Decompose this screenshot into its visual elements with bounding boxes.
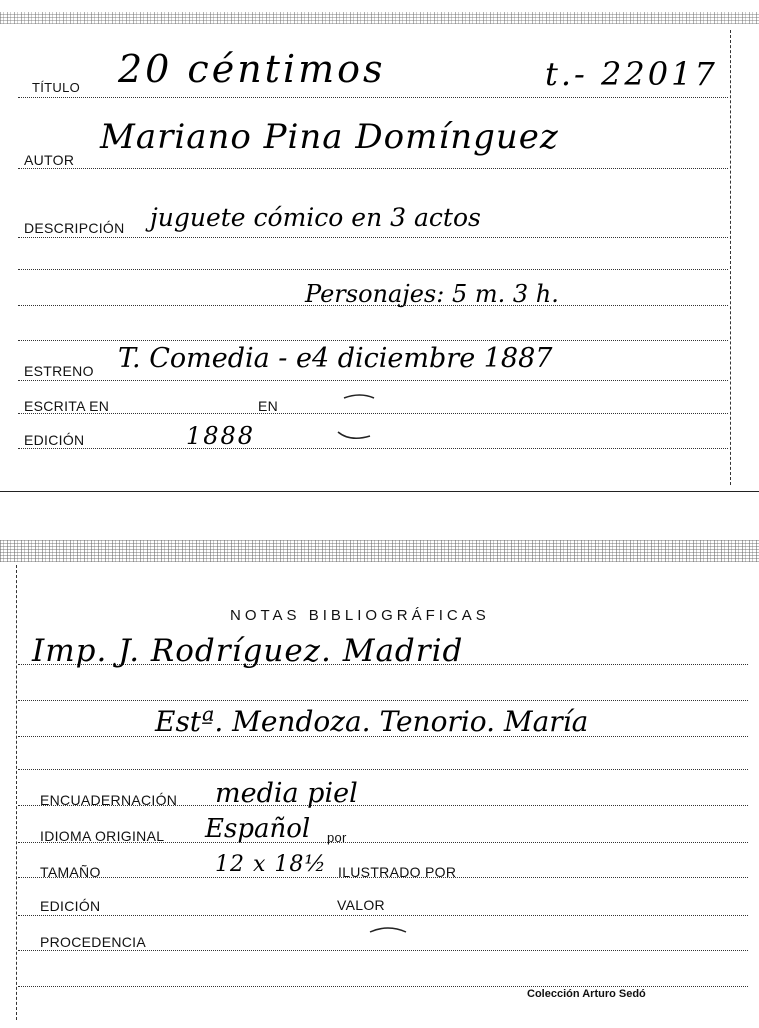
catalog-card-front xyxy=(0,0,759,492)
por-label: por xyxy=(327,830,347,845)
card-divider xyxy=(0,491,759,492)
escrita-en-label: ESCRITA EN xyxy=(24,398,110,414)
handwritten-estreno: T. Comedia - e4 diciembre 1887 xyxy=(118,343,553,374)
scan-noise-edge xyxy=(0,540,759,562)
rule-line xyxy=(18,986,748,987)
catalog-card-back xyxy=(0,540,759,1028)
handwritten-tamano: 12 x 18½ xyxy=(215,852,327,877)
rule-line xyxy=(18,380,728,381)
idioma-original-label: IDIOMA ORIGINAL xyxy=(40,828,165,844)
ilustrado-por-label: ILUSTRADO POR xyxy=(338,864,457,880)
card-right-edge xyxy=(730,30,731,485)
edicion-label: EDICIÓN xyxy=(24,432,85,448)
handwritten-titulo: 20 céntimos xyxy=(118,47,386,91)
edicion-label: EDICIÓN xyxy=(40,898,101,914)
handwritten-notes-line1: Imp. J. Rodríguez. Madrid xyxy=(32,633,464,669)
pencil-mark xyxy=(360,922,420,962)
handwritten-notes-line2: Estª. Mendoza. Tenorio. María xyxy=(155,705,589,738)
descripcion-label: DESCRIPCIÓN xyxy=(24,220,125,236)
rule-line xyxy=(18,97,728,98)
rule-line xyxy=(18,168,728,169)
encuadernacion-label: ENCUADERNACIÓN xyxy=(40,792,178,808)
en-label: EN xyxy=(258,398,279,414)
rule-line xyxy=(18,700,748,701)
handwritten-descripcion: juguete cómico en 3 actos xyxy=(150,203,481,232)
handwritten-idioma: Español xyxy=(205,814,311,844)
handwritten-edicion-year: 1888 xyxy=(186,422,256,450)
tamano-label: TAMAÑO xyxy=(40,864,101,880)
estreno-label: ESTRENO xyxy=(24,363,94,379)
scan-noise-edge xyxy=(0,12,759,24)
valor-label: VALOR xyxy=(337,897,385,913)
titulo-label: TÍTULO xyxy=(32,80,81,95)
handwritten-autor: Mariano Pina Domínguez xyxy=(100,117,559,157)
autor-label: AUTOR xyxy=(24,152,75,168)
pencil-mark xyxy=(330,390,390,450)
rule-line xyxy=(18,340,728,341)
handwritten-encuadernacion: media piel xyxy=(215,778,358,809)
card-left-edge xyxy=(16,565,17,1020)
procedencia-label: PROCEDENCIA xyxy=(40,934,146,950)
notes-title: NOTAS BIBLIOGRÁFICAS xyxy=(230,607,490,624)
handwritten-personajes: Personajes: 5 m. 3 h. xyxy=(305,280,559,308)
rule-line xyxy=(18,269,728,270)
rule-line xyxy=(18,769,748,770)
rule-line xyxy=(18,915,748,916)
collection-footer: Colección Arturo Sedó xyxy=(527,988,646,1000)
handwritten-reference-number: t.- 22017 xyxy=(545,55,718,93)
rule-line xyxy=(18,237,728,238)
